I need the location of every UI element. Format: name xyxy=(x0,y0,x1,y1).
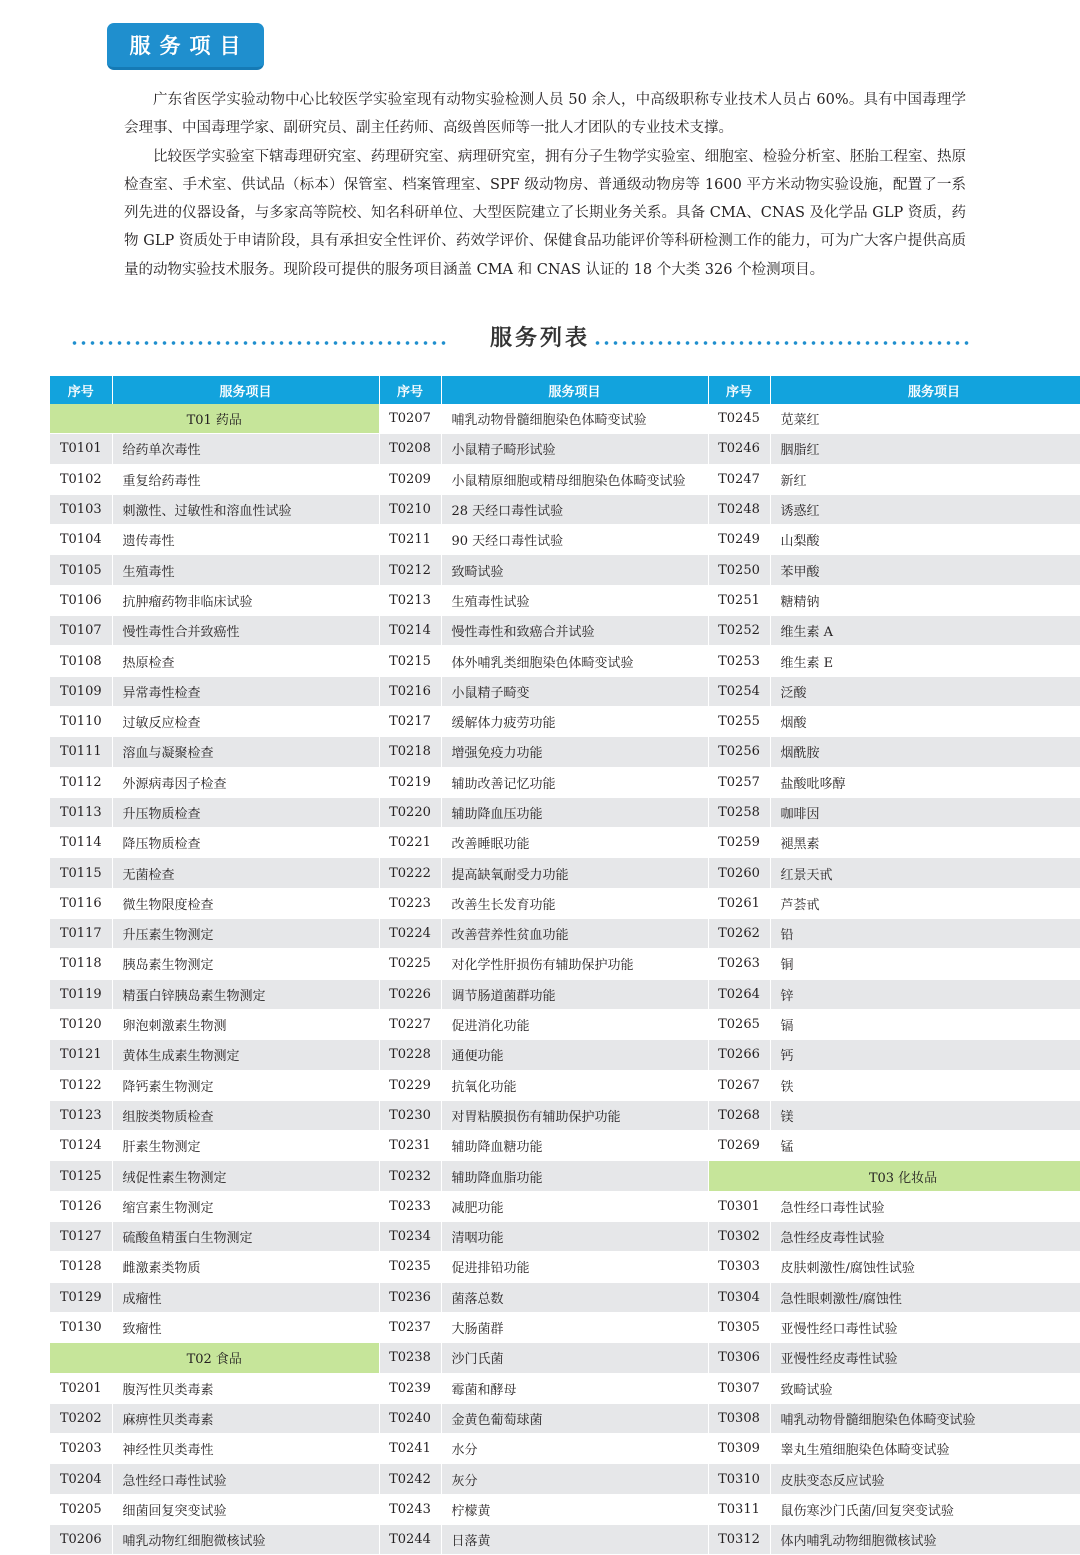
service-code: T0254 xyxy=(708,676,770,706)
table-row xyxy=(50,1100,1080,1130)
column-header: 序号 xyxy=(708,376,770,404)
service-code: T0268 xyxy=(708,1100,770,1130)
service-item: 柠檬黄 xyxy=(441,1494,708,1524)
service-code: T0237 xyxy=(379,1312,441,1342)
service-item: 异常毒性检查 xyxy=(112,676,379,706)
service-code: T0233 xyxy=(379,1191,441,1221)
service-item: 菌落总数 xyxy=(441,1282,708,1312)
table-row xyxy=(50,1464,1080,1494)
service-code: T0201 xyxy=(50,1373,112,1403)
service-code: T0265 xyxy=(708,1009,770,1039)
table-body xyxy=(50,404,1080,1555)
service-item: 霉菌和酵母 xyxy=(441,1373,708,1403)
intro-paragraph-2: 比较医学实验室下辖毒理研究室、药理研究室、病理研究室，拥有分子生物学实验室、细胞室、检验分析室、胚胎工程室、热原检查室、手术室、供试品（标本）保管室、档案管理室、SPF 级动物房、普通级动物房等 1600 平方米动物实验设施，配置了一系列先进的仪器设备，与多家高等院校、知名科研单位、大型医院建立了长期业务关系。具备 CMA、CNAS 及化学品 GLP 资质，药物 GLP 资质处于申请阶段，具有承担安全性评价、药效学评价、保健食品功能评价等科研检测工作的能力，可为广大客户提供高质量的动物实验技术服务。现阶段可提供的服务项目涵盖 CMA 和 CNAS 认证的 18 个大类 326 个检测项目。 xyxy=(124,148,967,278)
service-item: 烟酸 xyxy=(770,706,1080,736)
service-code: T0309 xyxy=(708,1434,770,1464)
service-code: T0210 xyxy=(379,494,441,524)
table-row xyxy=(50,1070,1080,1100)
service-item: 芦荟甙 xyxy=(770,888,1080,918)
service-code: T0211 xyxy=(379,525,441,555)
service-item: 抗肿瘤药物非临床试验 xyxy=(112,585,379,615)
service-item: 体外哺乳类细胞染色体畸变试验 xyxy=(441,646,708,676)
service-item: 微生物限度检查 xyxy=(112,888,379,918)
service-item: 90 天经口毒性试验 xyxy=(441,525,708,555)
service-item: 沙门氏菌 xyxy=(441,1343,708,1373)
service-code: T0113 xyxy=(50,797,112,827)
column-header: 序号 xyxy=(50,376,112,404)
service-code: T0260 xyxy=(708,858,770,888)
service-item: 诱惑红 xyxy=(770,494,1080,524)
service-code: T0220 xyxy=(379,797,441,827)
service-code: T0118 xyxy=(50,949,112,979)
service-code: T0222 xyxy=(379,858,441,888)
column-header: 序号 xyxy=(379,376,441,404)
service-code: T0105 xyxy=(50,555,112,585)
service-code: T0219 xyxy=(379,767,441,797)
table-row xyxy=(50,1191,1080,1221)
service-item: 细菌回复突变试验 xyxy=(112,1494,379,1524)
service-item: 金黄色葡萄球菌 xyxy=(441,1403,708,1433)
table-row xyxy=(50,1161,1080,1191)
service-item: 锌 xyxy=(770,979,1080,1009)
service-item: 致瘤性 xyxy=(112,1312,379,1342)
service-item: 铁 xyxy=(770,1070,1080,1100)
service-item: 无菌检查 xyxy=(112,858,379,888)
table-row xyxy=(50,646,1080,676)
service-code: T0302 xyxy=(708,1222,770,1252)
table-row xyxy=(50,888,1080,918)
service-code: T0122 xyxy=(50,1070,112,1100)
service-item: 褪黑素 xyxy=(770,828,1080,858)
table-row xyxy=(50,828,1080,858)
service-item: 钙 xyxy=(770,1040,1080,1070)
service-item: 改善生长发育功能 xyxy=(441,888,708,918)
service-code: T0123 xyxy=(50,1100,112,1130)
service-code: T0129 xyxy=(50,1282,112,1312)
service-code: T0228 xyxy=(379,1040,441,1070)
service-code: T0212 xyxy=(379,555,441,585)
service-item: 硫酸鱼精蛋白生物测定 xyxy=(112,1222,379,1252)
intro-paragraph-1: 广东省医学实验动物中心比较医学实验室现有动物实验检测人员 50 余人，中高级职称专业技术人员占 60%。具有中国毒理学会理事、中国毒理学家、副研究员、副主任药师、高级兽医师等一批人才团队的专业技术支撑。 xyxy=(124,92,966,137)
service-code: T0247 xyxy=(708,464,770,494)
service-item: 麻痹性贝类毒素 xyxy=(112,1403,379,1433)
service-code: T0215 xyxy=(379,646,441,676)
service-item: 生殖毒性试验 xyxy=(441,585,708,615)
category-row: T01 药品 xyxy=(50,404,379,434)
service-item: 降压物质检查 xyxy=(112,828,379,858)
table-row xyxy=(50,1524,1080,1554)
service-code: T0229 xyxy=(379,1070,441,1100)
service-item: 急性经皮毒性试验 xyxy=(770,1222,1080,1252)
service-item: 成瘤性 xyxy=(112,1282,379,1312)
service-item: 铅 xyxy=(770,919,1080,949)
service-item: 镁 xyxy=(770,1100,1080,1130)
service-item: 慢性毒性和致癌合并试验 xyxy=(441,616,708,646)
service-code: T0124 xyxy=(50,1131,112,1161)
service-code: T0232 xyxy=(379,1161,441,1191)
table-row xyxy=(50,919,1080,949)
service-item: 对胃粘膜损伤有辅助保护功能 xyxy=(441,1100,708,1130)
service-code: T0116 xyxy=(50,888,112,918)
table-row xyxy=(50,616,1080,646)
service-item: 精蛋白锌胰岛素生物测定 xyxy=(112,979,379,1009)
service-code: T0106 xyxy=(50,585,112,615)
service-item: 辅助降血糖功能 xyxy=(441,1131,708,1161)
service-item: 升压素生物测定 xyxy=(112,919,379,949)
service-item: 调节肠道菌群功能 xyxy=(441,979,708,1009)
category-row: T02 食品 xyxy=(50,1343,379,1373)
service-code: T0308 xyxy=(708,1403,770,1433)
dotted-divider-right xyxy=(593,341,971,345)
service-item: 促进排铅功能 xyxy=(441,1252,708,1282)
service-item: 减肥功能 xyxy=(441,1191,708,1221)
service-item: 急性经口毒性试验 xyxy=(112,1464,379,1494)
service-code: T0127 xyxy=(50,1222,112,1252)
service-item: 哺乳动物红细胞微核试验 xyxy=(112,1524,379,1554)
service-code: T0246 xyxy=(708,434,770,464)
table-row xyxy=(50,1494,1080,1524)
service-item: 铜 xyxy=(770,949,1080,979)
service-item: 胭脂红 xyxy=(770,434,1080,464)
service-item: 泛酸 xyxy=(770,676,1080,706)
service-item: 咖啡因 xyxy=(770,797,1080,827)
service-item: 锰 xyxy=(770,1131,1080,1161)
service-item: 小鼠精原细胞或精母细胞染色体畸变试验 xyxy=(441,464,708,494)
service-code: T0203 xyxy=(50,1434,112,1464)
services-table xyxy=(50,376,1080,1555)
service-code: T0208 xyxy=(379,434,441,464)
service-item: 鼠伤寒沙门氏菌/回复突变试验 xyxy=(770,1494,1080,1524)
service-item: 辅助改善记忆功能 xyxy=(441,767,708,797)
service-code: T0234 xyxy=(379,1222,441,1252)
service-code: T0130 xyxy=(50,1312,112,1342)
service-item: 急性眼刺激性/腐蚀性 xyxy=(770,1282,1080,1312)
service-item: 缓解体力疲劳功能 xyxy=(441,706,708,736)
table-row xyxy=(50,1252,1080,1282)
service-code: T0227 xyxy=(379,1009,441,1039)
service-code: T0267 xyxy=(708,1070,770,1100)
service-code: T0224 xyxy=(379,919,441,949)
table-row xyxy=(50,1434,1080,1464)
service-code: T0307 xyxy=(708,1373,770,1403)
service-code: T0261 xyxy=(708,888,770,918)
service-code: T0214 xyxy=(379,616,441,646)
service-item: 黄体生成素生物测定 xyxy=(112,1040,379,1070)
service-item: 抗氧化功能 xyxy=(441,1070,708,1100)
service-code: T0263 xyxy=(708,949,770,979)
service-code: T0306 xyxy=(708,1343,770,1373)
service-code: T0204 xyxy=(50,1464,112,1494)
table-row xyxy=(50,434,1080,464)
service-item: 维生素 E xyxy=(770,646,1080,676)
service-code: T0107 xyxy=(50,616,112,646)
table-header-row xyxy=(50,376,1080,404)
service-item: 皮肤刺激性/腐蚀性试验 xyxy=(770,1252,1080,1282)
service-code: T0120 xyxy=(50,1009,112,1039)
service-code: T0258 xyxy=(708,797,770,827)
table-row xyxy=(50,1131,1080,1161)
service-item: 生殖毒性 xyxy=(112,555,379,585)
service-code: T0206 xyxy=(50,1524,112,1554)
service-code: T0264 xyxy=(708,979,770,1009)
service-code: T0262 xyxy=(708,919,770,949)
service-code: T0121 xyxy=(50,1040,112,1070)
service-item: 体内哺乳动物细胞微核试验 xyxy=(770,1524,1080,1554)
service-item: 改善睡眠功能 xyxy=(441,828,708,858)
service-item: 亚慢性经口毒性试验 xyxy=(770,1312,1080,1342)
service-item: 溶血与凝聚检查 xyxy=(112,737,379,767)
service-item: 镉 xyxy=(770,1009,1080,1039)
service-code: T0221 xyxy=(379,828,441,858)
service-code: T0217 xyxy=(379,706,441,736)
column-header: 服务项目 xyxy=(770,376,1080,404)
service-code: T0108 xyxy=(50,646,112,676)
service-item: 灰分 xyxy=(441,1464,708,1494)
service-item: 苋菜红 xyxy=(770,404,1080,434)
service-code: T0119 xyxy=(50,979,112,1009)
service-item: 外源病毒因子检查 xyxy=(112,767,379,797)
service-code: T0311 xyxy=(708,1494,770,1524)
service-item: 日落黄 xyxy=(441,1524,708,1554)
table-row xyxy=(50,525,1080,555)
service-item: 给药单次毒性 xyxy=(112,434,379,464)
table-row xyxy=(50,949,1080,979)
service-item: 水分 xyxy=(441,1434,708,1464)
service-code: T0250 xyxy=(708,555,770,585)
column-header: 服务项目 xyxy=(441,376,708,404)
service-item: 慢性毒性合并致癌性 xyxy=(112,616,379,646)
table-row xyxy=(50,1403,1080,1433)
table-row xyxy=(50,858,1080,888)
service-item: 降钙素生物测定 xyxy=(112,1070,379,1100)
service-code: T0102 xyxy=(50,464,112,494)
service-code: T0109 xyxy=(50,676,112,706)
service-code: T0257 xyxy=(708,767,770,797)
service-item: 胰岛素生物测定 xyxy=(112,949,379,979)
service-item: 大肠菌群 xyxy=(441,1312,708,1342)
section-tab xyxy=(107,23,264,70)
service-code: T0266 xyxy=(708,1040,770,1070)
service-item: 小鼠精子畸形试验 xyxy=(441,434,708,464)
service-item: 小鼠精子畸变 xyxy=(441,676,708,706)
service-code: T0112 xyxy=(50,767,112,797)
service-item: 绒促性素生物测定 xyxy=(112,1161,379,1191)
service-item: 哺乳动物骨髓细胞染色体畸变试验 xyxy=(441,404,708,434)
service-code: T0128 xyxy=(50,1252,112,1282)
service-code: T0305 xyxy=(708,1312,770,1342)
list-heading xyxy=(60,320,1020,360)
category-row: T03 化妆品 xyxy=(708,1161,1080,1191)
service-code: T0239 xyxy=(379,1373,441,1403)
service-item: 刺激性、过敏性和溶血性试验 xyxy=(112,494,379,524)
service-item: 烟酰胺 xyxy=(770,737,1080,767)
service-item: 卵泡刺激素生物测 xyxy=(112,1009,379,1039)
service-code: T0256 xyxy=(708,737,770,767)
service-code: T0230 xyxy=(379,1100,441,1130)
service-code: T0253 xyxy=(708,646,770,676)
service-code: T0236 xyxy=(379,1282,441,1312)
service-item: 增强免疫力功能 xyxy=(441,737,708,767)
service-item: 红景天甙 xyxy=(770,858,1080,888)
service-item: 睾丸生殖细胞染色体畸变试验 xyxy=(770,1434,1080,1464)
service-code: T0243 xyxy=(379,1494,441,1524)
service-item: 辅助降血压功能 xyxy=(441,797,708,827)
service-code: T0249 xyxy=(708,525,770,555)
service-item: 升压物质检查 xyxy=(112,797,379,827)
service-code: T0216 xyxy=(379,676,441,706)
service-item: 肝素生物测定 xyxy=(112,1131,379,1161)
table-row xyxy=(50,1040,1080,1070)
table-row xyxy=(50,1312,1080,1342)
service-code: T0223 xyxy=(379,888,441,918)
service-code: T0244 xyxy=(379,1524,441,1554)
service-code: T0231 xyxy=(379,1131,441,1161)
service-item: 雌激素类物质 xyxy=(112,1252,379,1282)
service-code: T0240 xyxy=(379,1403,441,1433)
column-header: 服务项目 xyxy=(112,376,379,404)
service-code: T0202 xyxy=(50,1403,112,1433)
table-row xyxy=(50,1343,1080,1373)
table-row xyxy=(50,464,1080,494)
service-item: 皮肤变态反应试验 xyxy=(770,1464,1080,1494)
service-item: 辅助降血脂功能 xyxy=(441,1161,708,1191)
table-row xyxy=(50,555,1080,585)
service-code: T0207 xyxy=(379,404,441,434)
service-code: T0301 xyxy=(708,1191,770,1221)
service-code: T0304 xyxy=(708,1282,770,1312)
service-code: T0225 xyxy=(379,949,441,979)
section-title: 服务项目 xyxy=(129,34,250,58)
table-row xyxy=(50,1222,1080,1252)
service-item: 维生素 A xyxy=(770,616,1080,646)
service-code: T0104 xyxy=(50,525,112,555)
service-item: 哺乳动物骨髓细胞染色体畸变试验 xyxy=(770,1403,1080,1433)
service-code: T0241 xyxy=(379,1434,441,1464)
table-row xyxy=(50,737,1080,767)
service-code: T0235 xyxy=(379,1252,441,1282)
service-code: T0312 xyxy=(708,1524,770,1554)
service-item: 糖精钠 xyxy=(770,585,1080,615)
service-item: 盐酸吡哆醇 xyxy=(770,767,1080,797)
service-code: T0125 xyxy=(50,1161,112,1191)
service-code: T0213 xyxy=(379,585,441,615)
service-code: T0218 xyxy=(379,737,441,767)
service-code: T0126 xyxy=(50,1191,112,1221)
service-item: 通便功能 xyxy=(441,1040,708,1070)
service-code: T0226 xyxy=(379,979,441,1009)
table-row xyxy=(50,706,1080,736)
service-item: 28 天经口毒性试验 xyxy=(441,494,708,524)
service-item: 苯甲酸 xyxy=(770,555,1080,585)
table-row xyxy=(50,979,1080,1009)
service-item: 遗传毒性 xyxy=(112,525,379,555)
service-code: T0255 xyxy=(708,706,770,736)
service-code: T0117 xyxy=(50,919,112,949)
service-code: T0101 xyxy=(50,434,112,464)
service-code: T0245 xyxy=(708,404,770,434)
service-code: T0251 xyxy=(708,585,770,615)
service-item: 急性经口毒性试验 xyxy=(770,1191,1080,1221)
service-item: 过敏反应检查 xyxy=(112,706,379,736)
service-item: 对化学性肝损伤有辅助保护功能 xyxy=(441,949,708,979)
service-item: 促进消化功能 xyxy=(441,1009,708,1039)
service-item: 致畸试验 xyxy=(770,1373,1080,1403)
service-item: 神经性贝类毒性 xyxy=(112,1434,379,1464)
table-row xyxy=(50,404,1080,434)
service-item: 重复给药毒性 xyxy=(112,464,379,494)
service-code: T0115 xyxy=(50,858,112,888)
service-code: T0114 xyxy=(50,828,112,858)
service-code: T0269 xyxy=(708,1131,770,1161)
service-item: 致畸试验 xyxy=(441,555,708,585)
service-code: T0238 xyxy=(379,1343,441,1373)
table-row xyxy=(50,494,1080,524)
service-item: 缩宫素生物测定 xyxy=(112,1191,379,1221)
service-code: T0110 xyxy=(50,706,112,736)
intro-text xyxy=(124,86,966,284)
service-item: 山梨酸 xyxy=(770,525,1080,555)
service-item: 提高缺氧耐受力功能 xyxy=(441,858,708,888)
service-item: 组胺类物质检查 xyxy=(112,1100,379,1130)
service-item: 清咽功能 xyxy=(441,1222,708,1252)
service-code: T0209 xyxy=(379,464,441,494)
service-item: 热原检查 xyxy=(112,646,379,676)
table-row xyxy=(50,797,1080,827)
service-code: T0259 xyxy=(708,828,770,858)
service-item: 新红 xyxy=(770,464,1080,494)
service-code: T0248 xyxy=(708,494,770,524)
table-row xyxy=(50,1373,1080,1403)
service-code: T0303 xyxy=(708,1252,770,1282)
table-row xyxy=(50,1009,1080,1039)
service-item: 腹泻性贝类毒素 xyxy=(112,1373,379,1403)
service-code: T0205 xyxy=(50,1494,112,1524)
list-title: 服务列表 xyxy=(489,326,590,351)
table-row xyxy=(50,585,1080,615)
table-row xyxy=(50,767,1080,797)
table-row xyxy=(50,676,1080,706)
service-code: T0252 xyxy=(708,616,770,646)
service-code: T0242 xyxy=(379,1464,441,1494)
service-code: T0103 xyxy=(50,494,112,524)
service-item: 改善营养性贫血功能 xyxy=(441,919,708,949)
service-code: T0111 xyxy=(50,737,112,767)
service-item: 亚慢性经皮毒性试验 xyxy=(770,1343,1080,1373)
service-code: T0310 xyxy=(708,1464,770,1494)
table-row xyxy=(50,1282,1080,1312)
